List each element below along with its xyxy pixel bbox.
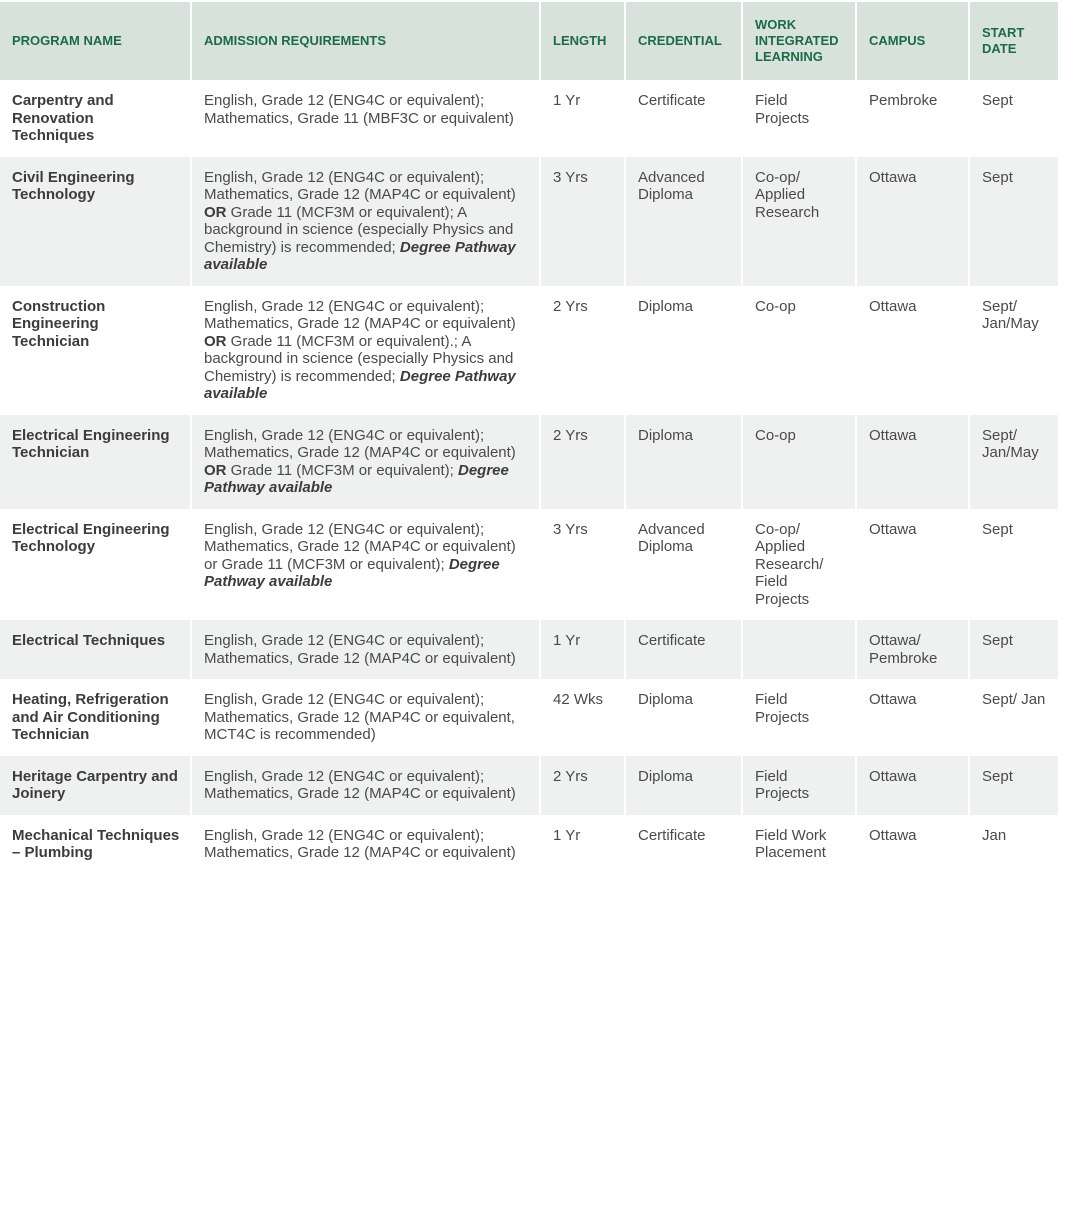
program-length: 2 Yrs: [541, 415, 624, 509]
program-start-date: Sept: [970, 620, 1058, 679]
program-campus: Ottawa: [857, 286, 968, 415]
requirements-or: OR: [204, 461, 227, 479]
degree-pathway-note: Degree Pathway available: [204, 238, 516, 273]
header-campus: CAMPUS: [857, 0, 968, 80]
degree-pathway-note: Degree Pathway available: [204, 555, 500, 590]
work-integrated-learning: Co-op/ Applied Research/ Field Projects: [743, 509, 855, 621]
table-row: [0, 286, 1058, 415]
program-length: 2 Yrs: [541, 286, 624, 415]
admission-requirements: [192, 509, 539, 621]
table-row: [0, 756, 1058, 815]
admission-requirements: English, Grade 12 (ENG4C or equivalent); Mathematics, Grade 12 (MAP4C or equivalent): [192, 815, 539, 874]
header-length: LENGTH: [541, 0, 624, 80]
program-length: 1 Yr: [541, 815, 624, 874]
requirements-text-continued: Grade 11 (MCF3M or equivalent).; A background in science (especially Physics and Chemistry) is recommended;: [204, 332, 514, 385]
program-start-date: Sept: [970, 157, 1058, 286]
work-integrated-learning: Field Work Placement: [743, 815, 855, 874]
program-campus: Ottawa: [857, 509, 968, 621]
program-credential: Certificate: [626, 815, 741, 874]
program-credential: Certificate: [626, 620, 741, 679]
requirements-text-continued: Grade 11 (MCF3M or equivalent);: [230, 461, 454, 479]
admission-requirements: English, Grade 12 (ENG4C or equivalent); Mathematics, Grade 12 (MAP4C or equivalent, MCT4C is recommended): [192, 679, 539, 756]
program-length: 1 Yr: [541, 80, 624, 157]
admission-requirements: [192, 415, 539, 509]
program-name: Heating, Refrigeration and Air Conditioning Technician: [0, 679, 190, 756]
header-work-integrated-learning: WORK INTEGRATED LEARNING: [743, 0, 855, 80]
program-name: Construction Engineering Technician: [0, 286, 190, 415]
program-campus: Ottawa: [857, 679, 968, 756]
table-row: [0, 679, 1058, 756]
program-length: 42 Wks: [541, 679, 624, 756]
program-campus: Ottawa: [857, 157, 968, 286]
program-start-date: Sept/ Jan/May: [970, 415, 1058, 509]
table-row: [0, 80, 1058, 157]
program-start-date: Sept/ Jan/May: [970, 286, 1058, 415]
program-name: Electrical Engineering Technology: [0, 509, 190, 621]
program-length: 2 Yrs: [541, 756, 624, 815]
requirements-text: English, Grade 12 (ENG4C or equivalent); Mathematics, Grade 12 (MAP4C or equivalent) or Grade 11 (MCF3M or equivalent);: [204, 520, 516, 573]
table-row: [0, 157, 1058, 286]
degree-pathway-note: Degree Pathway available: [204, 367, 516, 402]
work-integrated-learning: Field Projects: [743, 756, 855, 815]
program-start-date: Sept: [970, 756, 1058, 815]
program-credential: Diploma: [626, 756, 741, 815]
program-campus: Ottawa/ Pembroke: [857, 620, 968, 679]
work-integrated-learning: Co-op/ Applied Research: [743, 157, 855, 286]
header-program-name: PROGRAM NAME: [0, 0, 190, 80]
admission-requirements: English, Grade 12 (ENG4C or equivalent); Mathematics, Grade 12 (MAP4C or equivalent): [192, 756, 539, 815]
work-integrated-learning: [743, 620, 855, 679]
work-integrated-learning: Co-op: [743, 286, 855, 415]
program-campus: Pembroke: [857, 80, 968, 157]
table-row: [0, 509, 1058, 621]
program-length: 1 Yr: [541, 620, 624, 679]
program-credential: Advanced Diploma: [626, 509, 741, 621]
program-length: 3 Yrs: [541, 157, 624, 286]
program-credential: Diploma: [626, 286, 741, 415]
header-row: [0, 0, 1058, 80]
program-name: Heritage Carpentry and Joinery: [0, 756, 190, 815]
header-start-date: START DATE: [970, 0, 1058, 80]
program-start-date: Sept: [970, 509, 1058, 621]
table-body: [0, 80, 1058, 874]
program-name: Civil Engineering Technology: [0, 157, 190, 286]
requirements-text: English, Grade 12 (ENG4C or equivalent); Mathematics, Grade 12 (MAP4C or equivalent): [204, 297, 516, 332]
work-integrated-learning: Field Projects: [743, 80, 855, 157]
table-row: [0, 415, 1058, 509]
program-start-date: Sept/ Jan: [970, 679, 1058, 756]
header-credential: CREDENTIAL: [626, 0, 741, 80]
admission-requirements: English, Grade 12 (ENG4C or equivalent); Mathematics, Grade 11 (MBF3C or equivalent): [192, 80, 539, 157]
program-credential: Diploma: [626, 415, 741, 509]
header-admission-requirements: ADMISSION REQUIREMENTS: [192, 0, 539, 80]
program-start-date: Sept: [970, 80, 1058, 157]
admission-requirements: English, Grade 12 (ENG4C or equivalent); Mathematics, Grade 12 (MAP4C or equivalent): [192, 620, 539, 679]
requirements-or: OR: [204, 332, 227, 350]
program-length: 3 Yrs: [541, 509, 624, 621]
program-start-date: Jan: [970, 815, 1058, 874]
program-name: Electrical Techniques: [0, 620, 190, 679]
degree-pathway-note: Degree Pathway available: [204, 461, 509, 496]
work-integrated-learning: Field Projects: [743, 679, 855, 756]
requirements-or: OR: [204, 203, 227, 221]
table-row: [0, 815, 1058, 874]
program-campus: Ottawa: [857, 415, 968, 509]
program-campus: Ottawa: [857, 815, 968, 874]
program-name: Electrical Engineering Technician: [0, 415, 190, 509]
table-header: [0, 0, 1058, 80]
admission-requirements: [192, 157, 539, 286]
admission-requirements: [192, 286, 539, 415]
program-name: Mechanical Techniques – Plumbing: [0, 815, 190, 874]
requirements-text: English, Grade 12 (ENG4C or equivalent); Mathematics, Grade 12 (MAP4C or equivalent): [204, 168, 516, 203]
work-integrated-learning: Co-op: [743, 415, 855, 509]
requirements-text: English, Grade 12 (ENG4C or equivalent); Mathematics, Grade 12 (MAP4C or equivalent): [204, 426, 516, 461]
program-campus: Ottawa: [857, 756, 968, 815]
program-name: Carpentry and Renovation Techniques: [0, 80, 190, 157]
requirements-text-continued: Grade 11 (MCF3M or equivalent); A background in science (especially Physics and Chemistry) is recommended;: [204, 203, 514, 256]
program-credential: Certificate: [626, 80, 741, 157]
program-credential: Advanced Diploma: [626, 157, 741, 286]
table-row: [0, 620, 1058, 679]
program-credential: Diploma: [626, 679, 741, 756]
